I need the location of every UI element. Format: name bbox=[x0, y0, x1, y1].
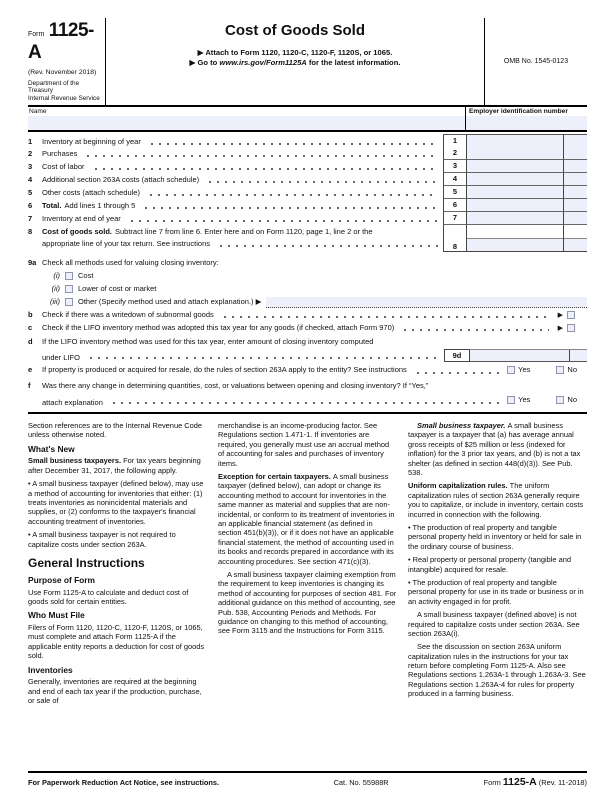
line-label: Subtract line 7 from line 6. Enter here and on Form 1120, page 1, line 2 or the bbox=[115, 227, 373, 237]
lower-of-cost-checkbox[interactable] bbox=[65, 285, 73, 293]
line-number: 2 bbox=[28, 149, 33, 159]
line-label: If property is produced or acquired for resale, do the rules of section 263A apply to the entity? See instructions bbox=[42, 365, 407, 375]
goto-prefix: ▶ Go to bbox=[189, 58, 220, 67]
line-number: 7 bbox=[28, 214, 33, 224]
form-ref-prefix: Form bbox=[483, 778, 503, 787]
line-label: Check if the LIFO inventory method was adopted this tax year for any goods (if checked, attach Form 970) bbox=[42, 323, 395, 333]
pointer-icon: ▶ bbox=[557, 324, 563, 332]
line-number: 3 bbox=[28, 162, 33, 172]
line-5-row bbox=[28, 186, 587, 199]
instructions-col-2 bbox=[408, 421, 587, 709]
line-3-cents-input[interactable] bbox=[563, 160, 587, 173]
instruction-paragraph: merchandise is an income-producing factor. See Regulations section 1.471-1. If inventories are required, you generally must use an accrual method of accounting for sales and purchases of inventory items. bbox=[218, 421, 390, 468]
instruction-paragraph: Uniform capitalization rules. The uniform capitalization rules of section 263A generally require you to capitalize, or include in inventory, certain costs incurred in connection with the following. bbox=[408, 481, 584, 519]
line-7-cents-input[interactable] bbox=[563, 212, 587, 225]
line-9c-row bbox=[28, 321, 587, 334]
line-label: Additional section 263A costs (attach schedule) bbox=[42, 175, 200, 185]
line-label: Check all methods used for valuing closing inventory: bbox=[42, 258, 219, 268]
section-divider bbox=[28, 412, 587, 414]
method-other-row bbox=[46, 295, 587, 308]
line-box-number: 1 bbox=[443, 134, 467, 148]
yes-label: Yes bbox=[518, 365, 531, 375]
dot-leaders bbox=[87, 353, 439, 360]
dot-leaders bbox=[148, 139, 438, 146]
line-box-number: 2 bbox=[443, 147, 467, 160]
name-input[interactable] bbox=[28, 116, 465, 130]
dot-leaders bbox=[92, 164, 438, 171]
line-box-number: 7 bbox=[443, 212, 467, 225]
line-number: f bbox=[28, 381, 31, 391]
line-6-cents-input[interactable] bbox=[563, 199, 587, 212]
line-label-line2: under LIFO bbox=[42, 353, 80, 363]
instruction-heading: General Instructions bbox=[28, 555, 145, 570]
line-number: b bbox=[28, 310, 33, 320]
line-label: Inventory at end of year bbox=[42, 214, 121, 224]
line-box-number: 3 bbox=[443, 160, 467, 173]
line-label: Add lines 1 through 5 bbox=[64, 201, 136, 211]
line-label: Purchases bbox=[42, 149, 78, 159]
catalog-number: Cat. No. 55988R bbox=[333, 778, 389, 787]
form-word: Form bbox=[28, 31, 45, 38]
line-2-amount-input[interactable] bbox=[467, 147, 563, 160]
dot-leaders bbox=[84, 151, 438, 158]
instruction-heading: Who Must File bbox=[28, 610, 85, 621]
valuation-methods bbox=[28, 269, 587, 308]
instruction-heading: What's New bbox=[28, 443, 75, 454]
name-label: Name bbox=[29, 108, 47, 116]
line-number: c bbox=[28, 323, 33, 333]
instruction-paragraph: See the discussion on section 263A uniform capitalization rules in the instructions for your tax return before completing Form 1125-A. Also see Regulations sections 1.263A-1 through 1.263A-3. See Regulations section 1.263A-4 for rules for property produced in a farming business. bbox=[408, 642, 586, 699]
instruction-heading: Inventories bbox=[28, 664, 73, 675]
instruction-paragraph: • Real property or personal property (tangible and intangible) acquired for resale. bbox=[408, 555, 572, 574]
form-header bbox=[28, 18, 587, 107]
line-number: 4 bbox=[28, 175, 33, 185]
instruction-paragraph: A small business taxpayer (defined above) is not required to capitalize costs under section 263A. See section 263A(i). bbox=[408, 610, 580, 638]
instruction-paragraph: • A small business taxpayer is not required to capitalize costs under section 263A. bbox=[28, 530, 176, 549]
attach-instruction: ▶ Attach to Form 1120, 1120-C, 1120-F, 1120S, or 1065. bbox=[197, 48, 393, 57]
line-7-amount-input[interactable] bbox=[467, 212, 563, 225]
pointer-icon: ▶ bbox=[557, 311, 563, 319]
line-6-row bbox=[28, 199, 587, 212]
other-method-input[interactable] bbox=[266, 297, 587, 308]
cogs-lines-table bbox=[28, 134, 587, 252]
omb-number: OMB No. 1545-0123 bbox=[503, 58, 569, 66]
line-box-number: 8 bbox=[443, 225, 467, 252]
9e-yes-checkbox[interactable] bbox=[507, 366, 515, 374]
method-cost-row bbox=[46, 269, 587, 282]
form-title: Cost of Goods Sold bbox=[225, 22, 365, 39]
section-9 bbox=[28, 256, 587, 407]
line-3-row bbox=[28, 160, 587, 173]
line-7-row bbox=[28, 212, 587, 225]
line-2-row bbox=[28, 147, 587, 160]
line-5-cents-input[interactable] bbox=[563, 186, 587, 199]
line-8-cents-input[interactable] bbox=[564, 238, 587, 251]
form-ref-number: 1125-A bbox=[502, 776, 537, 788]
line-1-row bbox=[28, 134, 587, 147]
form-number: 1125-A bbox=[28, 20, 94, 63]
instruction-paragraph: Exception for certain taxpayers. A small business taxpayer (defined below), can adopt or change its accounting method to account for inventories in the same manner as material and supplies that are non-incidental, or conform to its treatment of inventories in an applicable financial statement (as defined in section 451(b)(3)), or if it does not have an applicable financial statement, the method of accounting used in its books and records prepared in accordance with its accounting procedures. See section 471(c)(3). bbox=[218, 472, 395, 566]
line-label: Cost of labor bbox=[42, 162, 85, 172]
dot-leaders bbox=[206, 177, 438, 184]
instructions-col-1 bbox=[218, 421, 397, 709]
instruction-paragraph: Section references are to the Internal Revenue Code unless otherwise noted. bbox=[28, 421, 203, 440]
line-9a-row bbox=[28, 256, 587, 269]
other-method-checkbox[interactable] bbox=[65, 298, 73, 306]
line-box-number: 5 bbox=[443, 186, 467, 199]
goto-suffix: for the latest information. bbox=[306, 58, 401, 67]
agency-line-1: Department of the Treasury bbox=[28, 80, 80, 95]
line-label: Inventory at beginning of year bbox=[42, 136, 141, 146]
line-box-number: 4 bbox=[443, 173, 467, 186]
line-label: Was there any change in determining quantities, cost, or valuations between opening and closing inventory? If “Yes,” bbox=[42, 381, 429, 391]
line-number: d bbox=[28, 337, 33, 347]
line-8-label-line1 bbox=[42, 226, 443, 238]
line-label: If the LIFO inventory method was used for this tax year, enter amount of closing inventory computed bbox=[42, 337, 374, 347]
method-lower-row bbox=[46, 282, 587, 295]
instruction-paragraph: A small business taxpayer claiming exemption from the requirement to keep inventories is changing its method of accounting for purposes of section 481. For additional guidance on this method of accounting, see Pub. 538, Accounting Periods and Methods. For guidance on changing to this method of accounting, see Form 3115 and the Instructions for Form 3115. bbox=[218, 569, 397, 636]
form-reference bbox=[484, 776, 587, 788]
line-label: Other costs (attach schedule) bbox=[42, 188, 140, 198]
line-9d-row bbox=[28, 336, 587, 362]
method-label: Lower of cost or market bbox=[78, 284, 157, 294]
line-box-number: 9d bbox=[444, 349, 470, 362]
form-ref-suffix: (Rev. 11-2018) bbox=[536, 778, 587, 787]
instruction-paragraph: • The production of real property and tangible personal property for use in its trade or business or in an activity engaged in for profit. bbox=[408, 577, 584, 606]
ein-label: Employer identification number bbox=[469, 108, 568, 116]
line-5-amount-input[interactable] bbox=[467, 186, 563, 199]
method-label: Cost bbox=[78, 271, 94, 281]
instruction-paragraph: Use Form 1125-A to calculate and deduct cost of goods sold for certain entities. bbox=[28, 587, 189, 607]
ein-input[interactable] bbox=[466, 116, 587, 130]
form-id-block bbox=[28, 18, 106, 105]
line-label-bold: Cost of goods sold. bbox=[42, 227, 112, 237]
line-8-row bbox=[28, 225, 587, 252]
line-number: 8 bbox=[28, 227, 33, 237]
writedown-checkbox[interactable] bbox=[567, 311, 575, 319]
lifo-amount-input[interactable] bbox=[470, 349, 587, 362]
9f-yes-checkbox[interactable] bbox=[507, 396, 515, 404]
paperwork-notice: For Paperwork Reduction Act Notice, see instructions. bbox=[28, 778, 220, 787]
9f-no-checkbox[interactable] bbox=[556, 396, 564, 404]
line-number: 6 bbox=[28, 201, 33, 211]
line-9f-row bbox=[28, 380, 587, 407]
line-6-amount-input[interactable] bbox=[467, 199, 563, 212]
line-9e-row bbox=[28, 362, 587, 377]
line-label-line2: attach explanation bbox=[42, 398, 103, 408]
cost-checkbox[interactable] bbox=[65, 272, 73, 280]
line-4-cents-input[interactable] bbox=[563, 173, 587, 186]
dot-leaders bbox=[128, 216, 438, 223]
dot-leaders bbox=[221, 312, 549, 319]
instruction-paragraph: • The production of real property and tangible personal property held in inventory or held for sale in the ordinary course of business. bbox=[408, 522, 582, 551]
form-revision: (Rev. November 2018) bbox=[28, 69, 97, 76]
dot-leaders bbox=[414, 368, 502, 375]
lifo-adopted-checkbox[interactable] bbox=[567, 324, 575, 332]
line-number: 9a bbox=[28, 258, 37, 268]
dot-leaders bbox=[110, 398, 502, 405]
line-number: e bbox=[28, 365, 33, 375]
instruction-paragraph: Small business taxpayers. For tax years beginning after December 31, 2017, the following apply. bbox=[28, 456, 201, 475]
cents-divider bbox=[569, 350, 570, 361]
line-label-line2: appropriate line of your tax return. See instructions bbox=[42, 239, 211, 249]
instruction-paragraph: • A small business taxpayer (defined below), may use a method of accounting for inventories that either: (1) treats inventories as nonincidental materials and supplies, or (2) conforms to the taxpayer's financial accounting treatment of inventories. bbox=[28, 479, 204, 526]
line-2-cents-input[interactable] bbox=[563, 147, 587, 160]
dot-leaders bbox=[217, 241, 438, 248]
instruction-paragraph: Generally, inventories are required at the beginning and end of each tax year if the production, purchase, or sale of bbox=[28, 677, 202, 705]
line-4-amount-input[interactable] bbox=[467, 173, 563, 186]
dot-leaders bbox=[401, 325, 548, 332]
instruction-paragraph: Filers of Form 1120, 1120-C, 1120-F, 1120S, or 1065, must complete and attach Form 1125-A if the applicable entity reports a deduction for cost of goods sold. bbox=[28, 623, 205, 661]
no-label: No bbox=[567, 365, 577, 375]
goto-instruction bbox=[110, 58, 480, 67]
irs-url: www.irs.gov/Form1125A bbox=[219, 58, 307, 67]
no-label: No bbox=[567, 395, 577, 405]
item-numeral: (i) bbox=[53, 271, 60, 281]
line-1-amount-input[interactable] bbox=[467, 134, 563, 148]
line-number: 5 bbox=[28, 188, 33, 198]
line-9b-row bbox=[28, 308, 587, 321]
line-label: Check if there was a writedown of subnormal goods bbox=[42, 310, 214, 320]
line-4-row bbox=[28, 173, 587, 186]
dot-leaders bbox=[147, 190, 438, 197]
name-ein-row bbox=[28, 107, 587, 132]
line-label-bold: Total. bbox=[42, 201, 62, 211]
form-title-block bbox=[106, 18, 485, 105]
line-8-amount-input[interactable] bbox=[467, 238, 563, 251]
line-number: 1 bbox=[28, 136, 33, 146]
page-footer bbox=[28, 771, 587, 788]
item-numeral: (ii) bbox=[51, 284, 60, 294]
instruction-heading: Purpose of Form bbox=[28, 575, 96, 586]
instruction-paragraph: Small business taxpayer. A small business taxpayer is a taxpayer that (a) has average annual gross receipts of $25 million or less (indexed for inflation) for the 3 prior tax years, and (b) is not a tax shelter (as defined in section 448(d)(3)). See Pub. 538. bbox=[408, 421, 581, 478]
general-instructions bbox=[28, 421, 587, 709]
9e-no-checkbox[interactable] bbox=[556, 366, 564, 374]
yes-label: Yes bbox=[518, 395, 531, 405]
agency-line-2: Internal Revenue Service bbox=[28, 94, 100, 102]
method-label: Other (Specify method used and attach explanation.) ▶ bbox=[78, 297, 262, 307]
line-3-amount-input[interactable] bbox=[467, 160, 563, 173]
line-1-cents-input[interactable] bbox=[563, 134, 587, 148]
line-box-number: 6 bbox=[443, 199, 467, 212]
dot-leaders bbox=[142, 203, 438, 210]
item-numeral: (iii) bbox=[50, 297, 60, 307]
instructions-col-0 bbox=[28, 421, 207, 709]
